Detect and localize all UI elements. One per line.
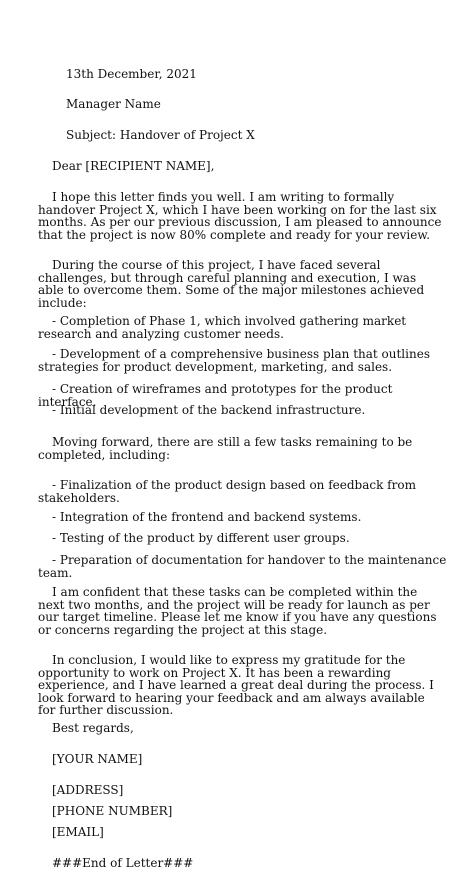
challenges-paragraph: During the course of this project, I have faced several challenges, but through careful planning and execution, I was able to overcome them. Some of the major milestones achieved include: [38,258,425,310]
letter-date: 13th December, 2021 [66,67,197,81]
task-item: - Finalization of the product design based on feedback from stakeholders. [38,478,416,505]
end-marker: ###End of Letter### [52,856,194,870]
task-item: - Preparation of documentation for handover to the maintenance team. [38,553,447,580]
milestone-item: - Creation of wireframes and prototypes for the product interface. [38,382,393,409]
milestone-item: - Development of a comprehensive business plan that outlines strategies for product development, marketing, and sales. [38,347,430,374]
confidence-paragraph: I am confident that these tasks can be completed within the next two months, and the project will be ready for launch as per our target timeline. Please let me know if you have any questions or concerns regarding the project at this stage. [38,585,437,637]
milestone-item: - Initial development of the backend infrastructure. [52,403,366,417]
task-item: - Integration of the frontend and backend systems. [52,510,362,524]
closing: Best regards, [52,721,134,735]
milestone-item: - Completion of Phase 1, which involved gathering market research and analyzing customer needs. [38,314,407,341]
phone-number: [PHONE NUMBER] [52,804,173,818]
greeting: Dear [RECIPIENT NAME], [52,159,215,173]
conclusion-paragraph: In conclusion, I would like to express my gratitude for the opportunity to work on Project X. It has been a rewarding experience, and I have learned a great deal during the process. I look forward to hearing your feedback and am always available for further discussion. [38,653,434,717]
address: [ADDRESS] [52,783,124,797]
task-item: - Testing of the product by different user groups. [52,531,350,545]
intro-paragraph: I hope this letter finds you well. I am writing to formally handover Project X, which I have been working on for the last six months. As per our previous discussion, I am pleased to announce that the project is now 80% complete and ready for your review. [38,190,442,242]
manager-name: Manager Name [66,97,161,111]
moving-forward-paragraph: Moving forward, there are still a few tasks remaining to be completed, including: [38,435,413,462]
email: [EMAIL] [52,825,104,839]
your-name: [YOUR NAME] [52,752,143,766]
letter-subject: Subject: Handover of Project X [66,128,255,142]
